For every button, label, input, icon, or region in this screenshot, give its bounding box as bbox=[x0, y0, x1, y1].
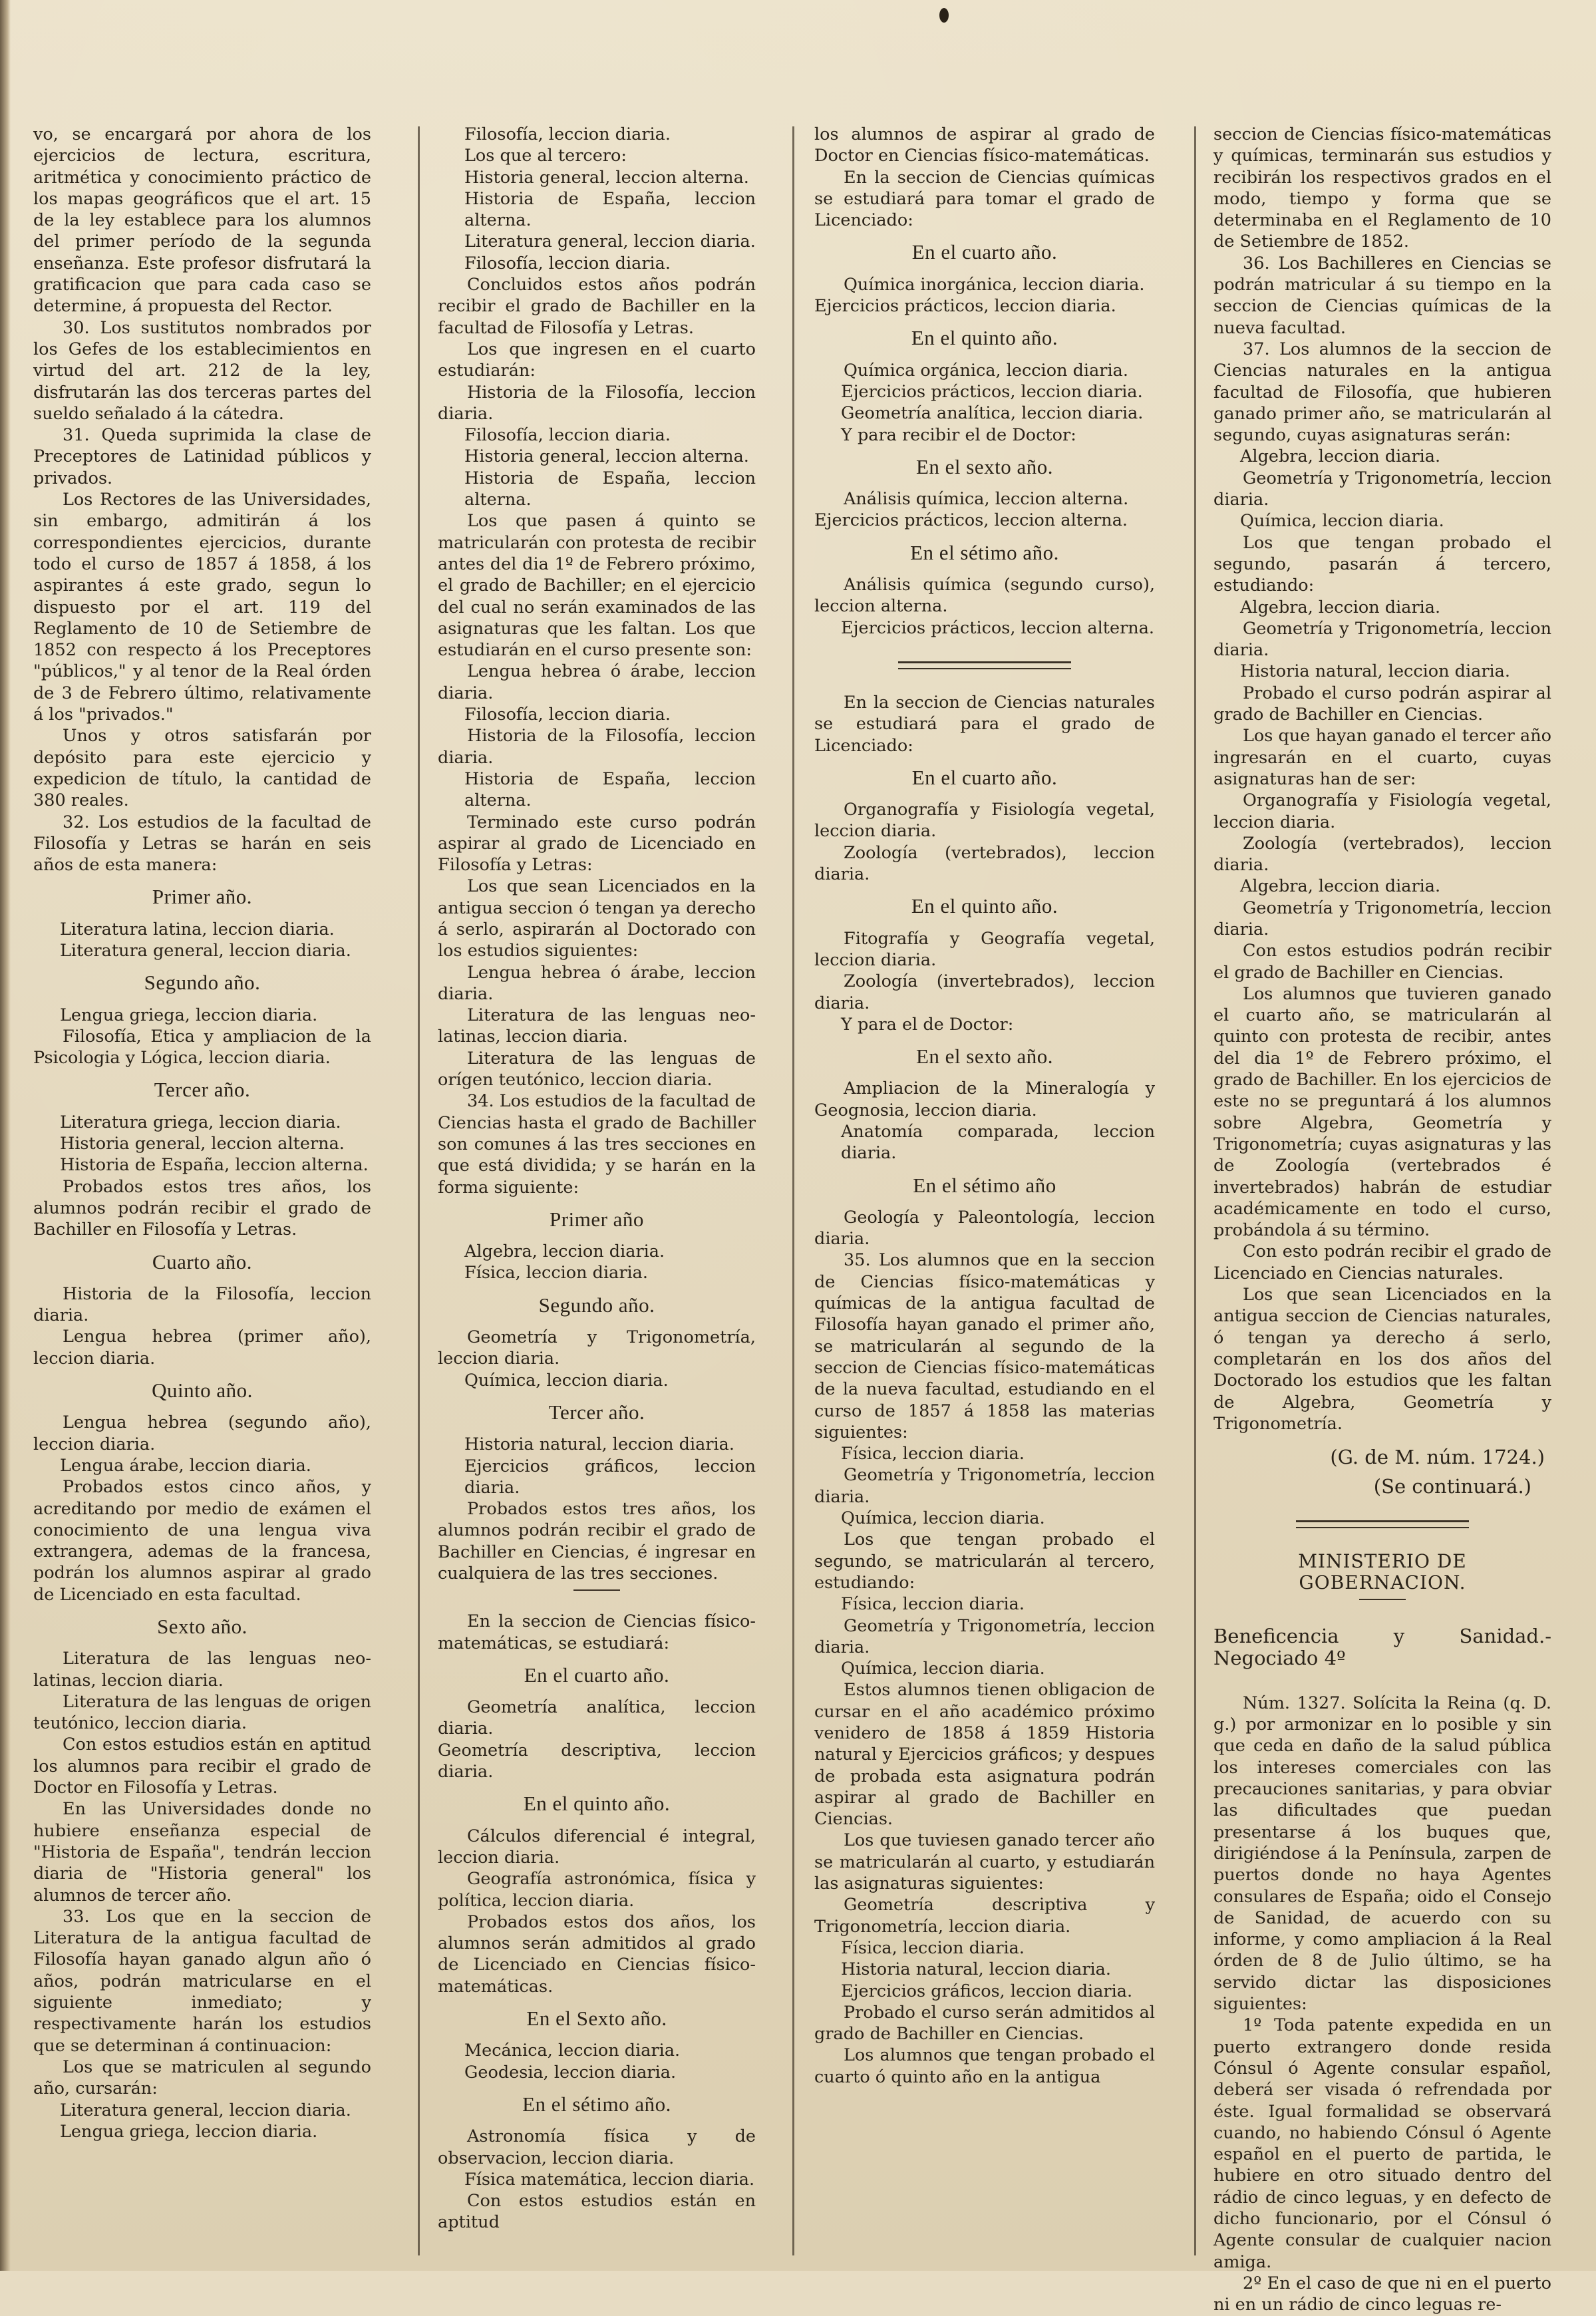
course-item: Y para el de Doctor: bbox=[841, 1014, 1014, 1035]
paragraph: Los que tengan probado el segundo, pasarán á tercero, estudiando: bbox=[1213, 532, 1551, 596]
year-heading: Primer año bbox=[550, 1207, 644, 1231]
page-edge bbox=[0, 0, 11, 2271]
paragraph-continued: Ejercicios prácticos, leccion alterna. bbox=[814, 510, 1128, 531]
course-item: Algebra, leccion diaria. bbox=[1240, 876, 1441, 897]
paragraph: Los que sean Licenciados en la antigua seccion ó tengan ya derecho á serlo, aspirarán al Doctorado con los estudios siguientes: bbox=[438, 876, 756, 961]
paragraph: Los que hayan ganado el tercer año ingresarán en el cuarto, cuyas asignaturas han de ser: bbox=[1213, 726, 1551, 789]
paragraph: Probados estos tres años, los alumnos podrán recibir el grado de Bachiller en Filosofía y Letras. bbox=[33, 1176, 371, 1240]
paragraph: Probados estos tres años, los alumnos podrán recibir el grado de Bachiller en Ciencias, é ingresar en cualquiera de las tres secciones. bbox=[438, 1499, 756, 1583]
paragraph: Zoología (invertebrados), leccion diaria. bbox=[814, 971, 1155, 1013]
course-item: Lengua griega, leccion diaria. bbox=[60, 1005, 318, 1025]
paragraph: Geografía astronómica, física y política, leccion diaria. bbox=[438, 1869, 756, 1911]
paragraph-continued: los alumnos de aspirar al grado de Doctor en Ciencias físico-matemáticas. bbox=[814, 124, 1155, 166]
paragraph: Núm. 1327. Solícita la Reina (q. D. g.) por armonizar en lo posible y sin que ceda en daño de la salud pública los intereses comerciales con las precauciones sanitarias, y para obviar las dificultades que puedan presentarse á los buques que, dirigiéndose á la Península, zarpen de puertos donde no haya Agentes consulares de España; oido el Consejo de Sanidad, de acuerdo con su informe, y como ampliacion á la Real órden de 8 de Julio último, se ha servido dictar las disposiciones siguientes: bbox=[1213, 1693, 1551, 2015]
course-item: Historia de España, leccion alterna. bbox=[60, 1155, 369, 1176]
paragraph: Filosofía, Etica y ampliacion de la Psicologia y Lógica, leccion diaria. bbox=[33, 1026, 371, 1069]
paragraph: Historia de la Filosofía, leccion diaria. bbox=[438, 382, 756, 424]
paragraph: 30. Los sustitutos nombrados por los Gefes de los establecimientos en virtud del art. 212 de la ley, disfrutarán las dos terceras partes del sueldo señalado á la cátedra. bbox=[33, 317, 371, 424]
course-item: Física, leccion diaria. bbox=[841, 1937, 1025, 1958]
course-item: Física, leccion diaria. bbox=[841, 1444, 1025, 1464]
paragraph: Con estos estudios están en aptitud los alumnos para recibir el grado de Doctor en Filosofía y Letras. bbox=[33, 1735, 371, 1798]
paragraph: Literatura de las lenguas neo-latinas, leccion diaria. bbox=[33, 1649, 371, 1691]
paragraph: Geometría y Trigonometría, leccion diaria. bbox=[1213, 618, 1551, 661]
year-heading: En el sexto año. bbox=[915, 454, 1053, 478]
paragraph: Organografía y Fisiología vegetal, leccion diaria. bbox=[814, 800, 1155, 842]
double-rule bbox=[898, 661, 1071, 669]
paragraph: Análisis química (segundo curso), leccion alterna. bbox=[814, 575, 1155, 617]
course-item: Literatura griega, leccion diaria. bbox=[60, 1112, 341, 1132]
paragraph: Cálculos diferencial é integral, leccion diaria. bbox=[438, 1826, 756, 1868]
short-rule bbox=[573, 1589, 620, 1591]
paragraph: Los Rectores de las Universidades, sin embargo, admitirán á los correspondientes ejercicios, durante todo el curso de 1857 á 1858, á los aspirantes á este grado, segun lo dispuesto por el art. 119 del Reglamento de 10 de Setiembre de 1852 con respecto á los Preceptores "públicos," y al tenor de la Real órden de 3 de Febrero último, relativamente á los "privados." bbox=[33, 490, 371, 725]
course-item: Historia de España, leccion alterna. bbox=[464, 188, 756, 231]
course-item: Historia general, leccion alterna. bbox=[60, 1134, 345, 1154]
paragraph: 32. Los estudios de la facultad de Filosofía y Letras se harán en seis años de esta manera: bbox=[33, 812, 371, 876]
year-heading: En el quinto año. bbox=[911, 326, 1058, 350]
paragraph: Con estos estudios podrán recibir el grado de Bachiller en Ciencias. bbox=[1213, 941, 1551, 983]
paragraph: 33. Los que en la seccion de Literatura de la antigua facultad de Filosofía hayan ganado algun año ó años, podrán matricularse en el siguiente inmediato; y respectivamente harán los estudios que se determinan á continuacion: bbox=[33, 1906, 371, 2056]
paragraph: En las Universidades donde no hubiere enseñanza especial de "Historia de España", tendrán leccion diaria de "Historia general" los alumnos de tercer año. bbox=[33, 1799, 371, 1905]
paragraph-continued: Geometría descriptiva, leccion diaria. bbox=[438, 1740, 756, 1782]
paragraph-continued: Ejercicios prácticos, leccion diaria. bbox=[814, 296, 1116, 317]
course-item: Mecánica, leccion diaria. bbox=[464, 2041, 681, 2061]
paragraph: Zoología (vertebrados), leccion diaria. bbox=[1213, 833, 1551, 876]
course-item: Anatomía comparada, leccion diaria. bbox=[841, 1121, 1155, 1164]
paragraph: Probado el curso serán admitidos al grado de Bachiller en Ciencias. bbox=[814, 2002, 1155, 2045]
paragraph-continued: seccion de Ciencias físico-matemáticas y químicas, terminarán sus estudios y recibirán los respectivos grados en el modo, tiempo y forma que se determinaba en el Reglamento de 10 de Setiembre de 1852. bbox=[1213, 124, 1551, 252]
year-heading: En el quinto año. bbox=[911, 894, 1058, 918]
course-item: Algebra, leccion diaria. bbox=[464, 1241, 665, 1262]
column-1 bbox=[33, 124, 371, 2266]
paragraph: Historia de la Filosofía, leccion diaria. bbox=[33, 1283, 371, 1326]
paragraph: Zoología (vertebrados), leccion diaria. bbox=[814, 842, 1155, 885]
course-item: Ejercicios gráficos, leccion diaria. bbox=[464, 1456, 756, 1498]
course-item: Ejercicios gráficos, leccion diaria. bbox=[841, 1981, 1133, 2001]
paragraph: Lengua hebrea ó árabe, leccion diaria. bbox=[438, 962, 756, 1004]
column-rule bbox=[792, 126, 794, 2255]
paragraph: Geología y Paleontología, leccion diaria. bbox=[814, 1207, 1155, 1249]
course-item: Lengua árabe, leccion diaria. bbox=[60, 1455, 311, 1476]
column-rule bbox=[418, 126, 420, 2255]
paragraph: 1º Toda patente expedida en un puerto extrangero donde resida Cónsul ó Agente consular español, deberá ser visada ó refrendada por éste. Igual formalidad se observará cuando, no habiendo Cónsul ó Agente español en el puerto de partida, le hubiere en otro situado dentro del rádio de cinco leguas, y en defecto de dicho funcionario, por el Cónsul ó Agente consular de cualquier nacion amiga. bbox=[1213, 2015, 1551, 2272]
paragraph: 36. Los Bachilleres en Ciencias se podrán matricular á su tiempo en la seccion de Ciencias químicas de la nueva facultad. bbox=[1213, 253, 1551, 338]
year-heading: Cuarto año. bbox=[152, 1249, 253, 1273]
course-item: Química, leccion diaria. bbox=[841, 1659, 1045, 1679]
paragraph: 2º En el caso de que ni en el puerto ni en un rádio de cinco leguas re- bbox=[1213, 2273, 1551, 2315]
paragraph: En la seccion de Ciencias físico-matemáticas, se estudiará: bbox=[438, 1611, 756, 1653]
paragraph: En la seccion de Ciencias químicas se estudiará para tomar el grado de Licenciado: bbox=[814, 167, 1155, 231]
year-heading: En el Sexto año. bbox=[526, 2007, 667, 2031]
paragraph: Historia de la Filosofía, leccion diaria. bbox=[438, 726, 756, 768]
paragraph: Análisis química, leccion alterna. bbox=[844, 489, 1129, 510]
year-heading: En el sétimo año. bbox=[910, 540, 1059, 564]
course-item: Historia natural, leccion diaria. bbox=[841, 1959, 1111, 1980]
course-item: Literatura general, leccion diaria. bbox=[60, 940, 351, 961]
course-item: Y para recibir el de Doctor: bbox=[841, 424, 1076, 445]
paragraph: Con estos estudios están en aptitud bbox=[438, 2191, 756, 2233]
paragraph: Los que sean Licenciados en la antigua seccion de Ciencias naturales, ó tengan ya derecho á serlo, completarán en los dos años del Doctorado los estudios que les faltan de Algebra, Geometría y Trigonometría. bbox=[1213, 1285, 1551, 1434]
course-item: Los que al tercero: bbox=[464, 146, 627, 166]
paragraph: Geometría y Trigonometría, leccion diaria. bbox=[814, 1615, 1155, 1657]
course-item: Historia natural, leccion diaria. bbox=[1240, 661, 1510, 682]
course-item: Física, leccion diaria. bbox=[464, 1263, 648, 1283]
course-item: Lengua griega, leccion diaria. bbox=[60, 2121, 318, 2142]
paragraph: Geometría y Trigonometría, leccion diaria. bbox=[438, 1327, 756, 1369]
course-item: Ejercicios prácticos, leccion diaria. bbox=[841, 381, 1143, 402]
paragraph: Probado el curso podrán aspirar al grado de Bachiller en Ciencias. bbox=[1213, 683, 1551, 725]
paragraph: Los que pasen á quinto se matricularán con protesta de recibir antes del dia 1º de Febrero próximo, el grado de Bachiller; en el ejercicio del cual no serán examinados de las asignaturas que les faltan. Los que estudiarán en el curso presente son: bbox=[438, 511, 756, 661]
paragraph: Los que se matriculen al segundo año, cursarán: bbox=[33, 2057, 371, 2099]
course-item: Filosofía, leccion diaria. bbox=[464, 124, 671, 144]
paragraph: Química inorgánica, leccion diaria. bbox=[844, 274, 1145, 295]
course-item: Química, leccion diaria. bbox=[1240, 511, 1444, 532]
paragraph: Ampliacion de la Mineralogía y Geognosia, leccion diaria. bbox=[814, 1078, 1155, 1120]
course-item: Química, leccion diaria. bbox=[464, 1370, 669, 1391]
paragraph: Estos alumnos tienen obligacion de cursar en el año académico próximo venidero de 1858 á 1859 Historia natural y Ejercicios gráficos; y despues de probada esta asignatura podrán aspirar al grado de Bachiller en Ciencias. bbox=[814, 1680, 1155, 1830]
column-3 bbox=[814, 124, 1155, 2266]
paragraph: En la seccion de Ciencias naturales se estudiará para el grado de Licenciado: bbox=[814, 692, 1155, 756]
year-heading: Quinto año. bbox=[152, 1379, 253, 1403]
column-4 bbox=[1213, 124, 1551, 2315]
course-item: Geodesia, leccion diaria. bbox=[464, 2062, 677, 2082]
year-heading: En el cuarto año. bbox=[911, 765, 1058, 789]
column-rule bbox=[1194, 126, 1196, 2255]
year-heading: Primer año. bbox=[152, 885, 253, 909]
paragraph: Probados estos cinco años, y acreditando por medio de exámen el conocimiento de una lengua viva extrangera, ademas de la francesa, podrán los alumnos aspirar al grado de Licenciado en esta facultad. bbox=[33, 1477, 371, 1605]
paragraph: 35. Los alumnos que en la seccion de Ciencias físico-matemáticas y químicas de la antigua facultad de Filosofía hayan ganado el primer año, se matricularán al segundo de la seccion de Ciencias físico-matemáticas de la nueva facultad, estudiando en el curso de 1857 á 1858 las materias siguientes: bbox=[814, 1250, 1155, 1442]
course-item: Química, leccion diaria. bbox=[841, 1508, 1045, 1529]
paragraph: Probados estos dos años, los alumnos serán admitidos al grado de Licenciado en Ciencias físico-matemáticas. bbox=[438, 1911, 756, 1997]
paragraph: Lengua hebrea ó árabe, leccion diaria. bbox=[438, 661, 756, 703]
source-citation: (G. de M. núm. 1724.) bbox=[1330, 1446, 1545, 1469]
course-item: Filosofía, leccion diaria. bbox=[464, 253, 671, 273]
year-heading: En el cuarto año. bbox=[524, 1663, 670, 1687]
paragraph: Los alumnos que tuvieren ganado el cuarto año, se matricularán al quinto con protesta de recibir, antes del dia 1º de Febrero próximo, el grado de Bachiller. En los ejercicios de este no se preguntará á los alumnos sobre Algebra, Geometría y Trigonometría; cuyas asignaturas y las de Zoología (vertebrados é invertebrados) habrán de estudiar académicamente en todo el curso, probándola á su término. bbox=[1213, 983, 1551, 1241]
course-item: Ejercicios prácticos, leccion alterna. bbox=[841, 617, 1155, 638]
year-heading: En el cuarto año. bbox=[911, 240, 1058, 264]
paragraph: 31. Queda suprimida la clase de Preceptores de Latinidad públicos y privados. bbox=[33, 425, 371, 488]
paragraph: Geometría y Trigonometría, leccion diaria. bbox=[1213, 468, 1551, 510]
paragraph: Literatura de las lenguas de orígen teutónico, leccion diaria. bbox=[438, 1048, 756, 1090]
course-item: Historia de España, leccion alterna. bbox=[464, 468, 756, 510]
course-item: Historia general, leccion alterna. bbox=[464, 167, 749, 188]
course-item: Filosofía, leccion diaria. bbox=[464, 705, 671, 725]
year-heading: Tercer año. bbox=[154, 1078, 251, 1102]
paragraph: Lengua hebrea (segundo año), leccion diaria. bbox=[33, 1412, 371, 1454]
continuation-note: (Se continuará.) bbox=[1373, 1475, 1531, 1498]
ink-mark bbox=[939, 8, 949, 23]
course-item: Filosofía, leccion diaria. bbox=[464, 425, 671, 446]
course-item: Geometría analítica, leccion diaria. bbox=[841, 403, 1144, 424]
paragraph: Geometría y Trigonometría, leccion diaria. bbox=[1213, 898, 1551, 939]
paragraph: Los que tuviesen ganado tercer año se matricularán al cuarto, y estudiarán las asignaturas siguientes: bbox=[814, 1830, 1155, 1894]
paragraph: Concluidos estos años podrán recibir el grado de Bachiller en la facultad de Filosofía y Letras. bbox=[438, 275, 756, 338]
course-item: Literatura general, leccion diaria. bbox=[464, 232, 756, 252]
course-item: Algebra, leccion diaria. bbox=[1240, 597, 1441, 617]
year-heading: En el sétimo año bbox=[913, 1173, 1056, 1197]
paragraph: Astronomía física y de observacion, leccion diaria. bbox=[438, 2126, 756, 2168]
paragraph: Los que tengan probado el segundo, se matricularán al tercero, estudiando: bbox=[814, 1530, 1155, 1593]
paragraph: Lengua hebrea (primer año), leccion diaria. bbox=[33, 1327, 371, 1369]
paragraph: Los alumnos que tengan probado el cuarto ó quinto año en la antigua bbox=[814, 2045, 1155, 2087]
course-item: Física, leccion diaria. bbox=[841, 1594, 1025, 1615]
course-item: Literatura general, leccion diaria. bbox=[60, 2100, 351, 2120]
paragraph: Con esto podrán recibir el grado de Licenciado en Ciencias naturales. bbox=[1213, 1241, 1551, 1283]
course-item: Historia de España, leccion alterna. bbox=[464, 768, 756, 811]
paragraph: Los que ingresen en el cuarto estudiarán: bbox=[438, 339, 756, 381]
paragraph: Unos y otros satisfarán por depósito para este ejercicio y expedicion de título, la cantidad de 380 reales. bbox=[33, 726, 371, 811]
paragraph: Literatura de las lenguas de origen teutónico, leccion diaria. bbox=[33, 1691, 371, 1734]
year-heading: Tercer año. bbox=[548, 1400, 645, 1424]
paragraph: Geometría descriptiva y Trigonometría, leccion diaria. bbox=[814, 1895, 1155, 1937]
double-rule bbox=[1296, 1520, 1469, 1528]
section-subtitle: Beneficencia y Sanidad.-Negociado 4º bbox=[1213, 1625, 1551, 1669]
paragraph-continued: vo, se encargará por ahora de los ejercicios de lectura, escritura, aritmética y conocimiento práctico de los mapas geográficos que el art. 15 de la ley establece para los alumnos del primer período de la segunda enseñanza. Este profesor disfrutará la gratificacion que para cada caso se determine, á propuesta del Rector. bbox=[33, 124, 371, 317]
year-heading: Segundo año. bbox=[144, 971, 261, 995]
year-heading: En el sexto año. bbox=[915, 1045, 1053, 1069]
column-2 bbox=[438, 124, 756, 2266]
course-item: Algebra, leccion diaria. bbox=[1240, 446, 1441, 467]
course-item: Historia general, leccion alterna. bbox=[464, 446, 749, 467]
course-item: Física matemática, leccion diaria. bbox=[464, 2169, 755, 2190]
paragraph: 37. Los alumnos de la seccion de Ciencias naturales en la antigua facultad de Filosofía, que hubieren ganado primer año, se matricularán al segundo, cuyas asignaturas serán: bbox=[1213, 339, 1551, 446]
year-heading: Sexto año. bbox=[157, 1615, 247, 1638]
course-item: Literatura latina, leccion diaria. bbox=[60, 919, 335, 939]
short-rule bbox=[1359, 1599, 1406, 1600]
course-item: Historia natural, leccion diaria. bbox=[464, 1434, 734, 1455]
paragraph: Fitografía y Geografía vegetal, leccion diaria. bbox=[814, 928, 1155, 970]
paragraph: Química orgánica, leccion diaria. bbox=[844, 360, 1128, 381]
year-heading: En el sétimo año. bbox=[522, 2092, 671, 2116]
paragraph: 34. Los estudios de la facultad de Ciencias hasta el grado de Bachiller son comunes á las tres secciones en que está dividida; y se harán en la forma siguiente: bbox=[438, 1091, 756, 1198]
paragraph: Geometría y Trigonometría, leccion diaria. bbox=[814, 1465, 1155, 1507]
paragraph: Organografía y Fisiología vegetal, leccion diaria. bbox=[1213, 790, 1551, 832]
paragraph: Geometría analítica, leccion diaria. bbox=[438, 1697, 756, 1739]
year-heading: Segundo año. bbox=[538, 1293, 655, 1317]
paragraph: Literatura de las lenguas neo-latinas, leccion diaria. bbox=[438, 1005, 756, 1047]
year-heading: En el quinto año. bbox=[523, 1792, 671, 1816]
ministry-title: MINISTERIO DE GOBERNACION. bbox=[1298, 1550, 1467, 1593]
paragraph: Terminado este curso podrán aspirar al grado de Licenciado en Filosofía y Letras: bbox=[438, 812, 756, 876]
